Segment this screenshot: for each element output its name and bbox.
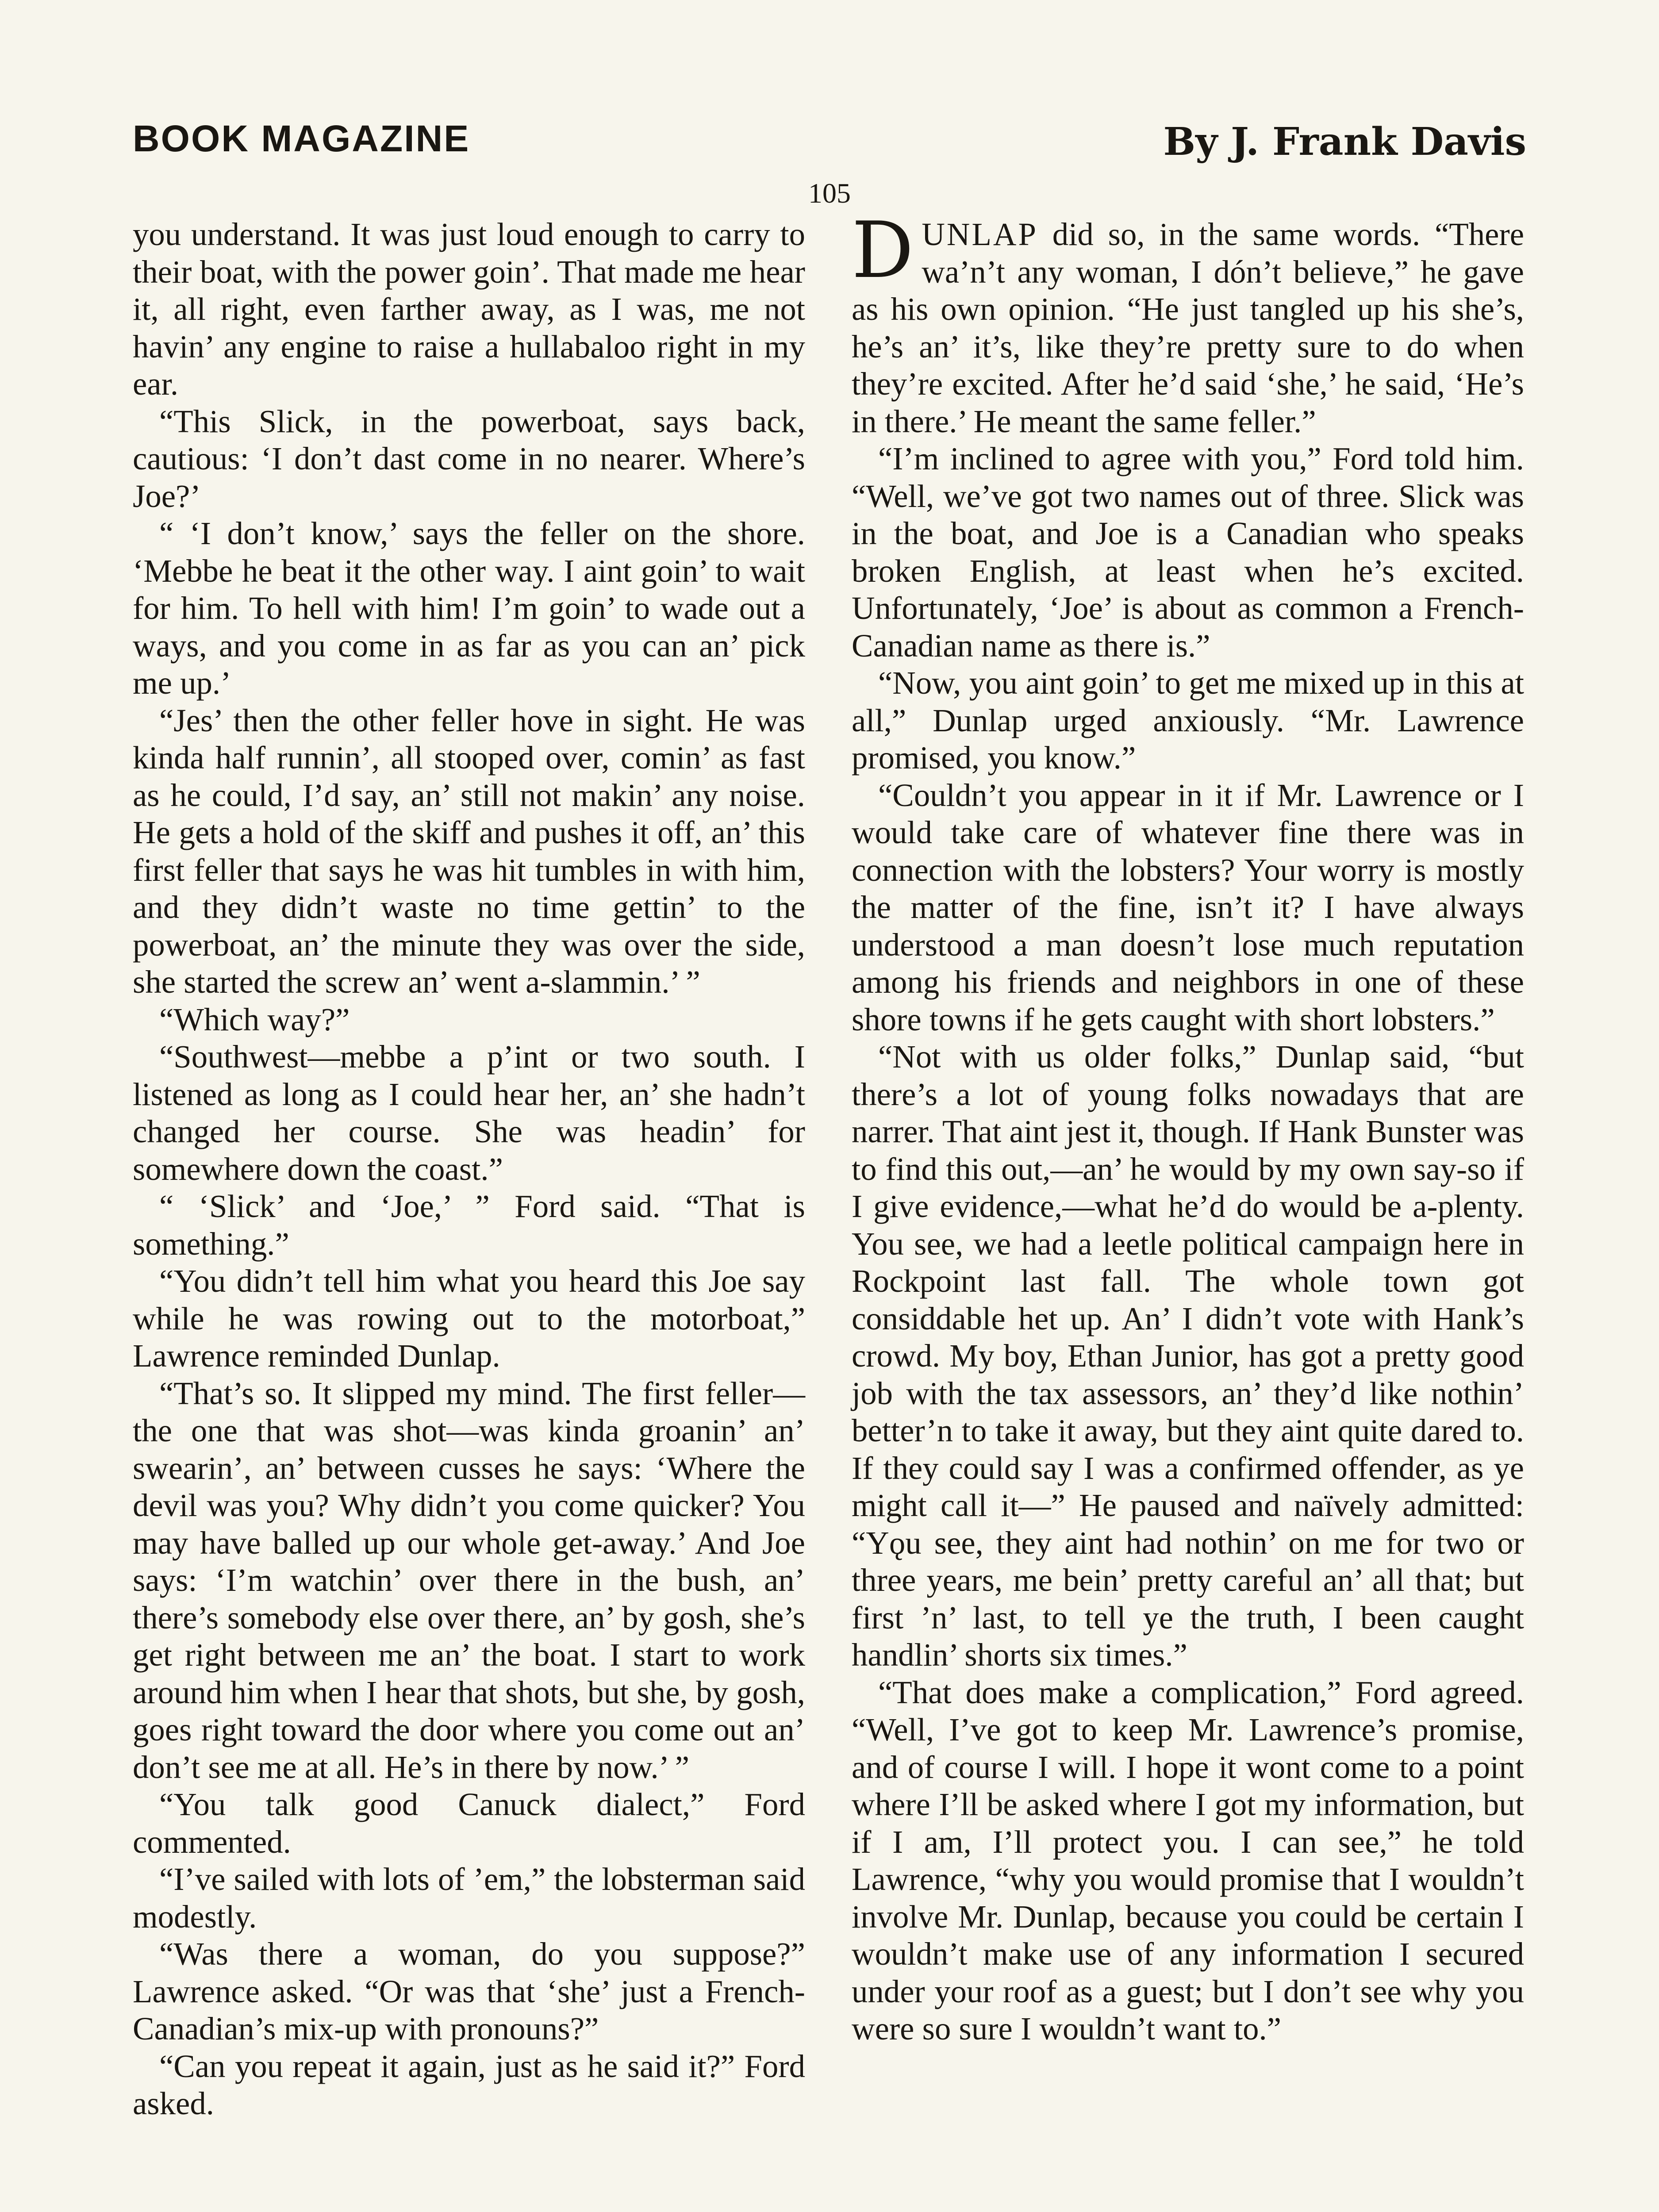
paragraph: “Southwest—mebbe a p’int or two south. I listened as long as I could hear her, an’ she hadn’t changed her course. She was headin’ for somewhere down the coast.”: [133, 1039, 805, 1187]
drop-cap: D: [852, 206, 914, 296]
paragraph: “Couldn’t you appear in it if Mr. Lawrence or I would take care of whatever fine there was in connection with the lobsters? Your worry is mostly the matter of the fine, isn’t it? I have always understood a man doesn’t lose much reputation among his friends and neighbors in one of these shore towns if he gets caught with short lobsters.”: [852, 777, 1524, 1037]
paragraph: “I’ve sailed with lots of ’em,” the lobsterman said modestly.: [133, 1861, 805, 1935]
magazine-title: BOOK MAGAZINE: [133, 118, 470, 159]
paragraph: “Now, you aint goin’ to get me mixed up in this at all,” Dunlap urged anxiously. “Mr. Lawrence promised, you know.”: [852, 665, 1524, 776]
paragraph: “Which way?”: [159, 1001, 350, 1037]
paragraph: “ ‘Slick’ and ‘Joe,’ ” Ford said. “That is something.”: [133, 1188, 805, 1262]
paragraph: “Jes’ then the other feller hove in sight. He was kinda half runnin’, all stooped over, comin’ as fast as he could, I’d say, an’ still not makin’ any noise. He gets a hold of the skiff and pushes it off, an’ this first feller that says he was hit tumbles in with him, and they didn’t waste no time gettin’ to the powerboat, an’ the minute they was over the side, she started the screw an’ went a-slammin.’ ”: [133, 702, 805, 1000]
paragraph: “You didn’t tell him what you heard this Joe say while he was rowing out to the motorboat,” Lawrence reminded Dunlap.: [133, 1263, 805, 1374]
paragraph: “Can you repeat it again, just as he said it?” Ford asked.: [133, 2048, 805, 2121]
paragraph: “Was there a woman, do you suppose?” Lawrence asked. “Or was that ‘she’ just a French-Canadian’s mix-up with pronouns?”: [133, 1936, 805, 2047]
left-column: [133, 216, 805, 2123]
paragraph: you understand. It was just loud enough to carry to their boat, with the power goin’. That made me hear it, all right, even farther away, as I was, me not havin’ any engine to raise a hullabaloo right in my ear.: [133, 216, 805, 402]
author-byline: By J. Frank Davis: [1163, 119, 1526, 164]
page-number: 105: [808, 177, 851, 209]
paragraph: “Not with us older folks,” Dunlap said, “but there’s a lot of young folks nowadays that are narrer. That aint jest it, though. If Hank Bunster was to find this out,—an’ he would by my own say-so if I give evidence,—what he’d do would be a-plenty. You see, we had a leetle political campaign here in Rockpoint last fall. The whole town got considdable het up. An’ I didn’t vote with Hank’s crowd. My boy, Ethan Junior, has got a pretty good job with the tax assessors, an’ they’d like nothin’ better’n to take it away, but they aint quite dared to. If they could say I was a confirmed offender, as ye might call it—” He paused and naïvely admitted: “Yǫu see, they aint had nothin’ on me for two or three years, me bein’ pretty careful an’ all that; but first ’n’ last, to tell ye the truth, I been caught handlin’ shorts six times.”: [852, 1039, 1524, 1673]
right-column: [852, 206, 1524, 2048]
paragraph: “I’m inclined to agree with you,” Ford told him. “Well, we’ve got two names out of three. Slick was in the boat, and Joe is a Canadian who speaks broken English, at least when he’s excited. Unfortunately, ‘Joe’ is about as common a French-Canadian name as there is.”: [852, 441, 1524, 664]
paragraph: “That does make a complication,” Ford agreed. “Well, I’ve got to keep Mr. Lawrence’s promise, and of course I will. I hope it wont come to a point where I’ll be asked where I got my information, but if I am, I’ll protect you. I can see,” he told Lawrence, “why you would promise that I wouldn’t involve Mr. Dunlap, because you could be certain I wouldn’t make use of any information I secured under your roof as a guest; but I don’t see why you were so sure I wouldn’t want to.”: [852, 1674, 1524, 2047]
first-word: UNLAP: [922, 216, 1038, 252]
opening-paragraph-text: did so, in the same words. “There wa’n’t any woman, I dón’t believe,” he gave as his own opinion. “He just tangled up his she’s, he’s an’ it’s, like they’re pretty sure to do when they’re excited. After he’d said ‘she,’ he said, ‘He’s in there.’ He meant the same feller.”: [852, 216, 1524, 439]
opening-paragraph: [852, 206, 1524, 440]
paragraph: “ ‘I don’t know,’ says the feller on the shore. ‘Mebbe he beat it the other way. I aint goin’ to wait for him. To hell with him! I’m goin’ to wade out a ways, and you come in as far as you can an’ pick me up.’: [133, 515, 805, 701]
paragraph: “You talk good Canuck dialect,” Ford commented.: [133, 1786, 805, 1860]
paragraph: “That’s so. It slipped my mind. The first feller—the one that was shot—was kinda groanin’ an’ swearin’, an’ between cusses he says: ‘Where the devil was you? Why didn’t you come quicker? You may have balled up our whole get-away.’ And Joe says: ‘I’m watchin’ over there in the bush, an’ there’s somebody else over there, an’ by gosh, she’s get right between me an’ the boat. I start to work around him when I hear that shots, but she, by gosh, goes right toward the door where you come out an’ don’t see me at all. He’s in there by now.’ ”: [133, 1375, 805, 1785]
paragraph: “This Slick, in the powerboat, says back, cautious: ‘I don’t dast come in no nearer. Where’s Joe?’: [133, 403, 805, 514]
